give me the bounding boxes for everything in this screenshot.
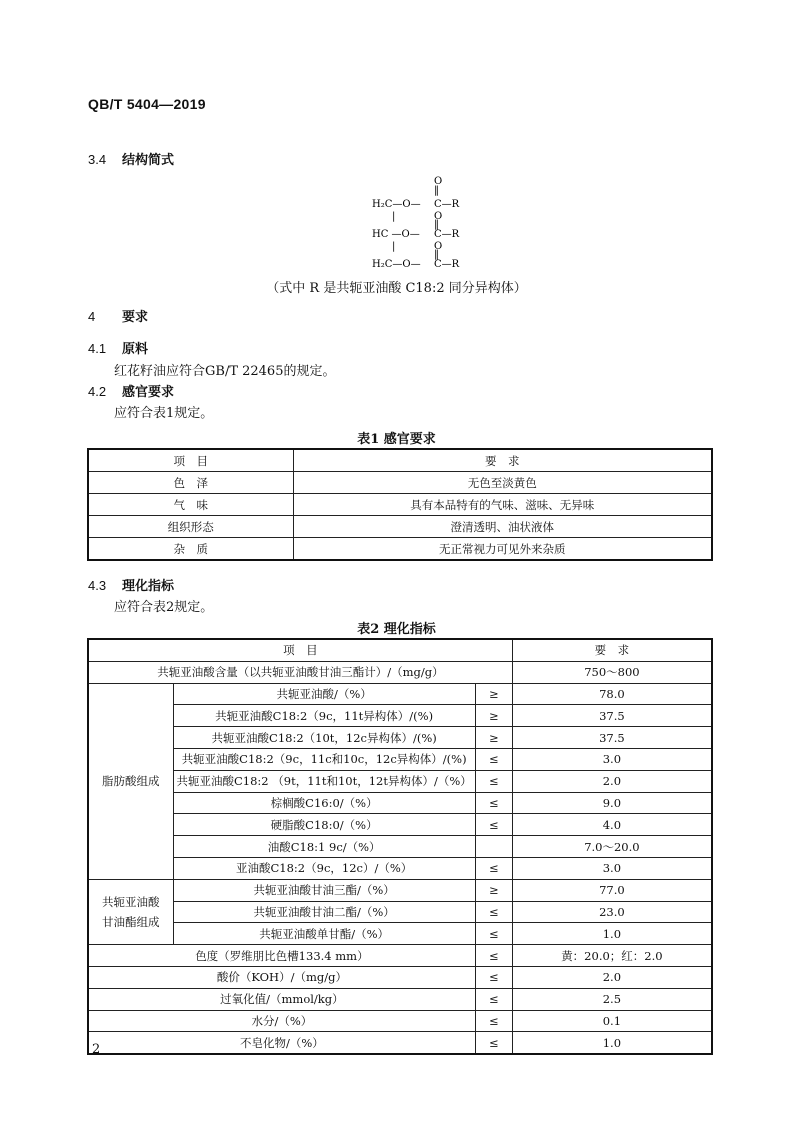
formula-row-2-right: C—R	[434, 229, 460, 240]
row-value: 4.0	[512, 814, 712, 836]
table-row	[88, 661, 712, 683]
section-number: 4.3	[88, 578, 107, 593]
section-4-2-body: 应符合表1规定。	[114, 406, 214, 421]
row-item: 棕榈酸C16:0/（%）	[173, 792, 475, 814]
row-item: 共轭亚油酸单甘酯/（%）	[173, 923, 475, 945]
row-item: 油酸C18:1 9c/（%）	[173, 836, 475, 858]
row-symbol: ≤	[475, 988, 512, 1010]
section-4-3-body: 应符合表2规定。	[114, 600, 214, 615]
row-item: 亚油酸C18:2（9c，12c）/（%）	[173, 857, 475, 879]
row-symbol: ≤	[475, 966, 512, 988]
header-requirement: 要 求	[512, 639, 712, 661]
row-value: 750～800	[512, 661, 712, 683]
formula-double-bond-1: ‖	[434, 185, 439, 196]
row-requirement: 无正常视力可见外来杂质	[293, 538, 712, 561]
table-row	[88, 472, 712, 494]
row-symbol: ≤	[475, 748, 512, 770]
table-row	[88, 836, 712, 858]
table-row	[88, 966, 712, 988]
group-label-glyceride	[88, 879, 173, 944]
section-4-2-heading	[88, 381, 174, 400]
formula-o-3: O	[434, 241, 443, 252]
row-value: 9.0	[512, 792, 712, 814]
row-symbol: ≤	[475, 945, 512, 967]
row-symbol: ≤	[475, 814, 512, 836]
formula-row-1-right: C—R	[434, 199, 460, 210]
formula-bond-2: |	[392, 241, 396, 252]
row-value: 1.0	[512, 923, 712, 945]
table-row	[88, 748, 712, 770]
row-item: 共轭亚油酸C18:2（10t，12c异构体）/(%)	[173, 727, 475, 749]
formula-double-bond-2: ‖	[434, 219, 439, 230]
header-item: 项 目	[88, 449, 293, 472]
table-row	[88, 727, 712, 749]
row-item: 硬脂酸C18:0/（%）	[173, 814, 475, 836]
table-row	[88, 945, 712, 967]
table-row	[88, 683, 712, 705]
formula-o-2: O	[434, 211, 443, 222]
row-value: 77.0	[512, 879, 712, 901]
row-symbol: ≤	[475, 901, 512, 923]
table-row	[88, 901, 712, 923]
table-row	[88, 1010, 712, 1032]
row-value: 1.0	[512, 1032, 712, 1054]
formula-row-3-left: H₂C—O—	[372, 259, 421, 270]
row-item: 不皂化物/（%）	[88, 1032, 475, 1054]
row-symbol	[475, 836, 512, 858]
row-item: 酸价（KOH）/（mg/g）	[88, 966, 475, 988]
row-item: 共轭亚油酸甘油二酯/（%）	[173, 901, 475, 923]
table-row	[88, 516, 712, 538]
row-symbol: ≤	[475, 770, 512, 792]
row-symbol: ≥	[475, 705, 512, 727]
formula-bond-1: |	[392, 211, 396, 222]
header-requirement: 要 求	[293, 449, 712, 472]
row-symbol: ≤	[475, 857, 512, 879]
table-row	[88, 705, 712, 727]
table-header-row	[88, 449, 712, 472]
row-item: 共轭亚油酸含量（以共轭亚油酸甘油三酯计）/（mg/g）	[88, 661, 512, 683]
table-row	[88, 923, 712, 945]
section-4-1-heading	[88, 338, 148, 357]
row-item: 组织形态	[88, 516, 293, 538]
table-row	[88, 494, 712, 516]
formula-row-1-left: H₂C—O—	[372, 199, 421, 210]
sensory-requirements-table	[87, 448, 713, 561]
formula-note: （式中 R 是共轭亚油酸 C18:2 同分异构体）	[266, 281, 527, 296]
table-row	[88, 770, 712, 792]
row-item: 气 味	[88, 494, 293, 516]
table-header-row	[88, 639, 712, 661]
row-symbol: ≤	[475, 1032, 512, 1054]
section-number: 3.4	[88, 152, 107, 167]
row-requirement: 具有本品特有的气味、滋味、无异味	[293, 494, 712, 516]
row-symbol: ≥	[475, 879, 512, 901]
row-value: 2.0	[512, 770, 712, 792]
physicochemical-table	[87, 638, 713, 1055]
row-value: 3.0	[512, 748, 712, 770]
standard-code: QB/T 5404—2019	[88, 96, 206, 112]
table-row	[88, 879, 712, 901]
section-title: 要求	[122, 310, 149, 325]
row-requirement: 澄清透明、油状液体	[293, 516, 712, 538]
row-item: 共轭亚油酸C18:2 （9t，11t和10t，12t异构体）/（%）	[173, 770, 475, 792]
row-value: 78.0	[512, 683, 712, 705]
table-row	[88, 792, 712, 814]
table-row	[88, 988, 712, 1010]
formula-o-1: O	[434, 176, 443, 187]
section-title: 感官要求	[122, 385, 175, 400]
row-symbol: ≥	[475, 727, 512, 749]
section-4-3-heading	[88, 575, 174, 594]
row-item: 色度（罗维朋比色槽133.4 mm）	[88, 945, 475, 967]
formula-double-bond-3: ‖	[434, 249, 439, 260]
row-item: 杂 质	[88, 538, 293, 561]
table-row	[88, 538, 712, 561]
section-number: 4	[88, 309, 96, 324]
structural-formula	[368, 174, 488, 274]
header-item: 项 目	[88, 639, 512, 661]
section-4-heading	[88, 306, 148, 325]
row-value: 3.0	[512, 857, 712, 879]
row-item: 共轭亚油酸/（%）	[173, 683, 475, 705]
row-symbol: ≤	[475, 1010, 512, 1032]
formula-row-3-right: C—R	[434, 259, 460, 270]
group-label-fatty-acid: 脂肪酸组成	[88, 683, 173, 879]
row-symbol: ≤	[475, 792, 512, 814]
table-1-caption: 表1 感官要求	[357, 432, 436, 447]
row-value: 7.0～20.0	[512, 836, 712, 858]
section-number: 4.1	[88, 341, 107, 356]
table-2-caption: 表2 理化指标	[357, 622, 436, 637]
row-item: 共轭亚油酸甘油三酯/（%）	[173, 879, 475, 901]
section-3-4-heading	[88, 149, 174, 168]
row-symbol: ≤	[475, 923, 512, 945]
row-item: 共轭亚油酸C18:2（9c，11t异构体）/(%)	[173, 705, 475, 727]
row-item: 共轭亚油酸C18:2（9c，11c和10c，12c异构体）/(%)	[173, 748, 475, 770]
table-row	[88, 857, 712, 879]
row-item: 过氧化值/（mmol/kg）	[88, 988, 475, 1010]
page-number: 2	[92, 1042, 101, 1057]
row-requirement: 无色至淡黄色	[293, 472, 712, 494]
section-title: 结构简式	[122, 153, 175, 168]
section-number: 4.2	[88, 384, 107, 399]
section-title: 理化指标	[122, 579, 175, 594]
row-value: 37.5	[512, 705, 712, 727]
row-value: 2.5	[512, 988, 712, 1010]
row-symbol: ≥	[475, 683, 512, 705]
row-value: 0.1	[512, 1010, 712, 1032]
row-value: 23.0	[512, 901, 712, 923]
row-value: 37.5	[512, 727, 712, 749]
section-4-1-body: 红花籽油应符合GB/T 22465的规定。	[114, 364, 336, 379]
group-label-line-2: 甘油酯组成	[102, 914, 160, 929]
row-value: 2.0	[512, 966, 712, 988]
row-value: 黄：20.0；红：2.0	[512, 945, 712, 967]
group-label-line-1: 共轭亚油酸	[102, 894, 160, 909]
row-item: 水分/（%）	[88, 1010, 475, 1032]
row-item: 色 泽	[88, 472, 293, 494]
formula-row-2-left: HC —O—	[372, 229, 420, 240]
table-row	[88, 1032, 712, 1054]
table-row	[88, 814, 712, 836]
section-title: 原料	[122, 342, 149, 357]
